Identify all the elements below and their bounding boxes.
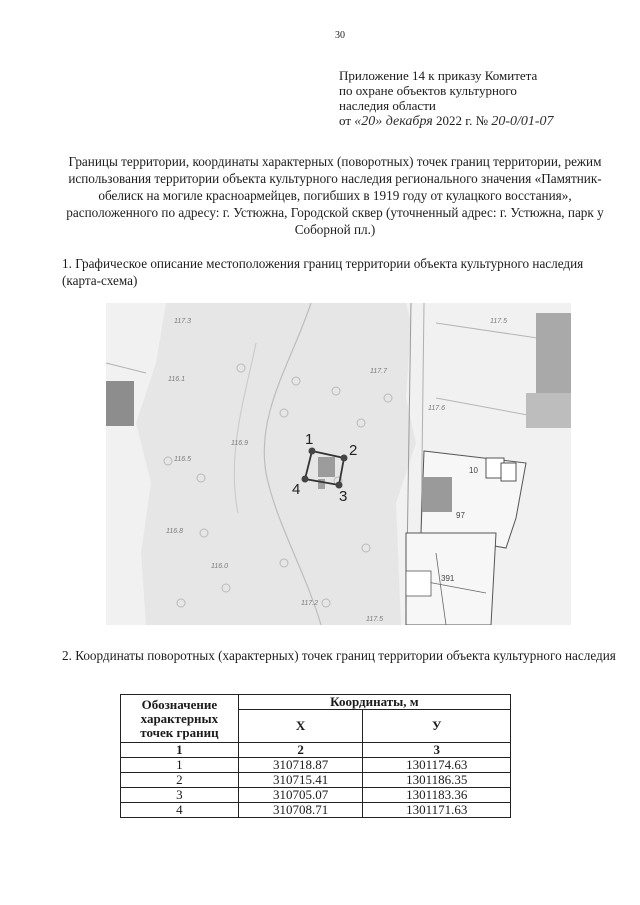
building-number: 97 <box>456 511 465 520</box>
table-row <box>121 803 511 818</box>
x-cell: 310718.87 <box>238 758 363 773</box>
appendix-header <box>339 68 629 129</box>
document-title: Границы территории, координаты характерных (поворотных) точек границ территории, режим использования территории объекта культурного наследия регионального значения «Памятник-обелиск на могиле красноармейцев, погибших в 1919 году от кулацкого восстания», расположенного по адресу: г. Устюжна, Городской сквер (уточненный адрес: г. Устюжна, парк у Соборной пл.) <box>66 154 604 237</box>
elevation-label: 116.5 <box>174 456 191 463</box>
header-coords: Координаты, м <box>238 695 510 710</box>
y-cell: 1301174.63 <box>363 758 511 773</box>
elevation-label: 117.5 <box>490 318 507 325</box>
elevation-label: 117.5 <box>366 616 383 623</box>
elevation-label: 117.2 <box>301 600 318 607</box>
date-suffix: 2022 г. № <box>436 113 489 128</box>
y-cell: 1301171.63 <box>363 803 511 818</box>
appendix-date-line <box>339 113 629 129</box>
elevation-label: 116.9 <box>231 440 248 447</box>
elevation-label: 116.1 <box>168 376 185 383</box>
point-id-cell: 1 <box>121 758 239 773</box>
point-id-cell: 3 <box>121 788 239 803</box>
elevation-label: 116.0 <box>211 563 228 570</box>
page-number: 30 <box>335 30 345 41</box>
boundary-point-4 <box>302 476 309 483</box>
point-id-cell: 4 <box>121 803 239 818</box>
boundary-point-1 <box>309 448 316 455</box>
y-cell: 1301186.35 <box>363 773 511 788</box>
header-x: X <box>238 710 363 743</box>
table-row <box>121 773 511 788</box>
appendix-line-1: Приложение 14 к приказу Комитета <box>339 68 538 83</box>
point-id-cell: 2 <box>121 773 239 788</box>
x-cell: 310708.71 <box>238 803 363 818</box>
building-number: 391 <box>441 574 455 583</box>
y-cell: 1301183.36 <box>363 788 511 803</box>
index-cell: 3 <box>363 743 511 758</box>
point-label-1: 1 <box>305 431 314 448</box>
handwritten-date: «20» декабря <box>354 114 433 129</box>
appendix-line-3: наследия области <box>339 98 436 113</box>
x-cell: 310705.07 <box>238 788 363 803</box>
elevation-label: 116.8 <box>166 528 183 535</box>
index-cell: 2 <box>238 743 363 758</box>
appendix-line-2: по охране объектов культурного <box>339 83 517 98</box>
header-points: Обозначение характерных точек границ <box>121 695 239 743</box>
handwritten-order-number: 20-0/01-07 <box>491 114 554 129</box>
elevation-label: 117.7 <box>370 368 387 375</box>
map-scheme <box>106 303 571 625</box>
point-label-4: 4 <box>292 481 301 498</box>
boundary-point-2 <box>341 455 348 462</box>
elevation-label: 117.3 <box>174 318 191 325</box>
section-2-heading: 2. Координаты поворотных (характерных) точек границ территории объекта культурного наследия <box>62 648 616 663</box>
point-label-3: 3 <box>339 488 348 505</box>
index-cell: 1 <box>121 743 239 758</box>
table-row <box>121 758 511 773</box>
point-label-2: 2 <box>349 442 358 459</box>
date-prefix: от <box>339 113 352 128</box>
coordinates-table <box>120 694 511 818</box>
table-row <box>121 788 511 803</box>
building-number: 10 <box>469 466 478 475</box>
x-cell: 310715.41 <box>238 773 363 788</box>
header-y: У <box>363 710 511 743</box>
elevation-label: 117.6 <box>428 405 445 412</box>
section-1-heading: 1. Графическое описание местоположения границ территории объекта культурного наследия (карта-схема) <box>62 256 584 288</box>
